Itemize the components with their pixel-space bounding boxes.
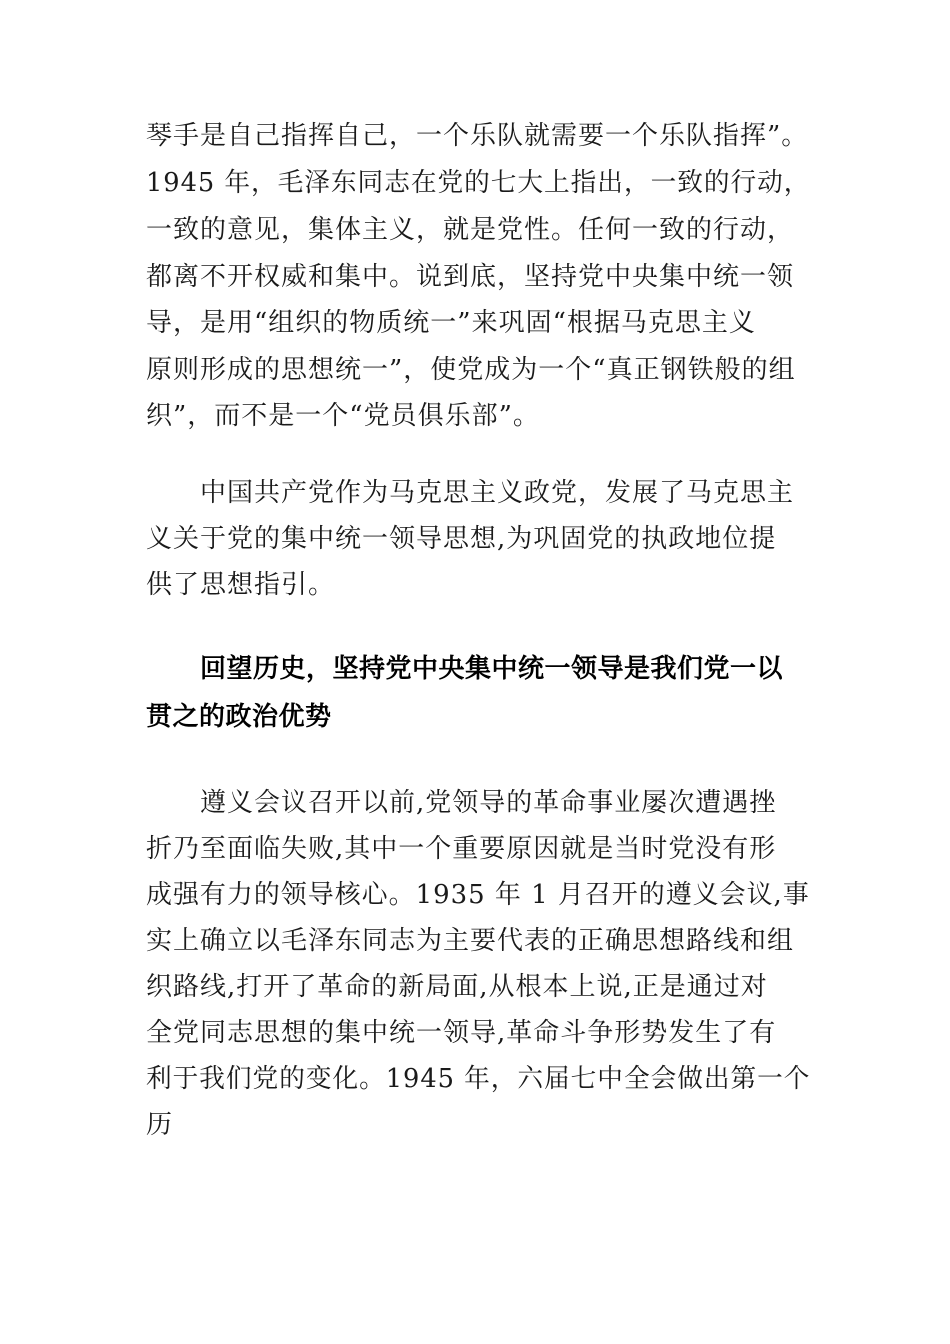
paragraph-line: 供了思想指引。 <box>146 570 336 600</box>
paragraph-line: 实上确立以毛泽东同志为主要代表的正确思想路线和组 <box>146 926 795 956</box>
paragraph-line: 利于我们党的变化。1945 年，六届七中全会做出第一个 <box>146 1064 811 1094</box>
heading-line: 回望历史，坚持党中央集中统一领导是我们党一以 <box>200 654 784 684</box>
paragraph-line: 成强有力的领导核心。1935 年 1 月召开的遵义会议,事 <box>146 880 810 910</box>
paragraph-line: 中国共产党作为马克思主义政党，发展了马克思主 <box>200 478 795 508</box>
paragraph-line: 1945 年，毛泽东同志在党的七大上指出，一致的行动， <box>146 168 811 198</box>
paragraph-line: 一致的意见，集体主义，就是党性。任何一致的行动， <box>146 215 795 245</box>
paragraph-line: 织路线,打开了革命的新局面,从根本上说,正是通过对 <box>146 972 768 1002</box>
paragraph-line: 都离不开权威和集中。说到底，坚持党中央集中统一领 <box>146 262 795 292</box>
paragraph-line: 折乃至面临失败,其中一个重要原因就是当时党没有形 <box>146 834 777 864</box>
paragraph-line: 琴手是自己指挥自己，一个乐队就需要一个乐队指挥”。 <box>146 121 809 151</box>
paragraph-line: 原则形成的思想统一”，使党成为一个“真正钢铁般的组 <box>146 355 796 385</box>
paragraph-line: 义关于党的集中统一领导思想,为巩固党的执政地位提 <box>146 524 777 554</box>
heading-line: 贯之的政治优势 <box>146 702 332 732</box>
paragraph-line: 遵义会议召开以前,党领导的革命事业屡次遭遇挫 <box>200 788 777 818</box>
paragraph-line: 历 <box>146 1110 174 1140</box>
paragraph-line: 全党同志思想的集中统一领导,革命斗争形势发生了有 <box>146 1018 777 1048</box>
paragraph-line: 织”，而不是一个“党员俱乐部”。 <box>146 401 540 431</box>
paragraph-line: 导，是用“组织的物质统一”来巩固“根据马克思主义 <box>146 308 756 338</box>
